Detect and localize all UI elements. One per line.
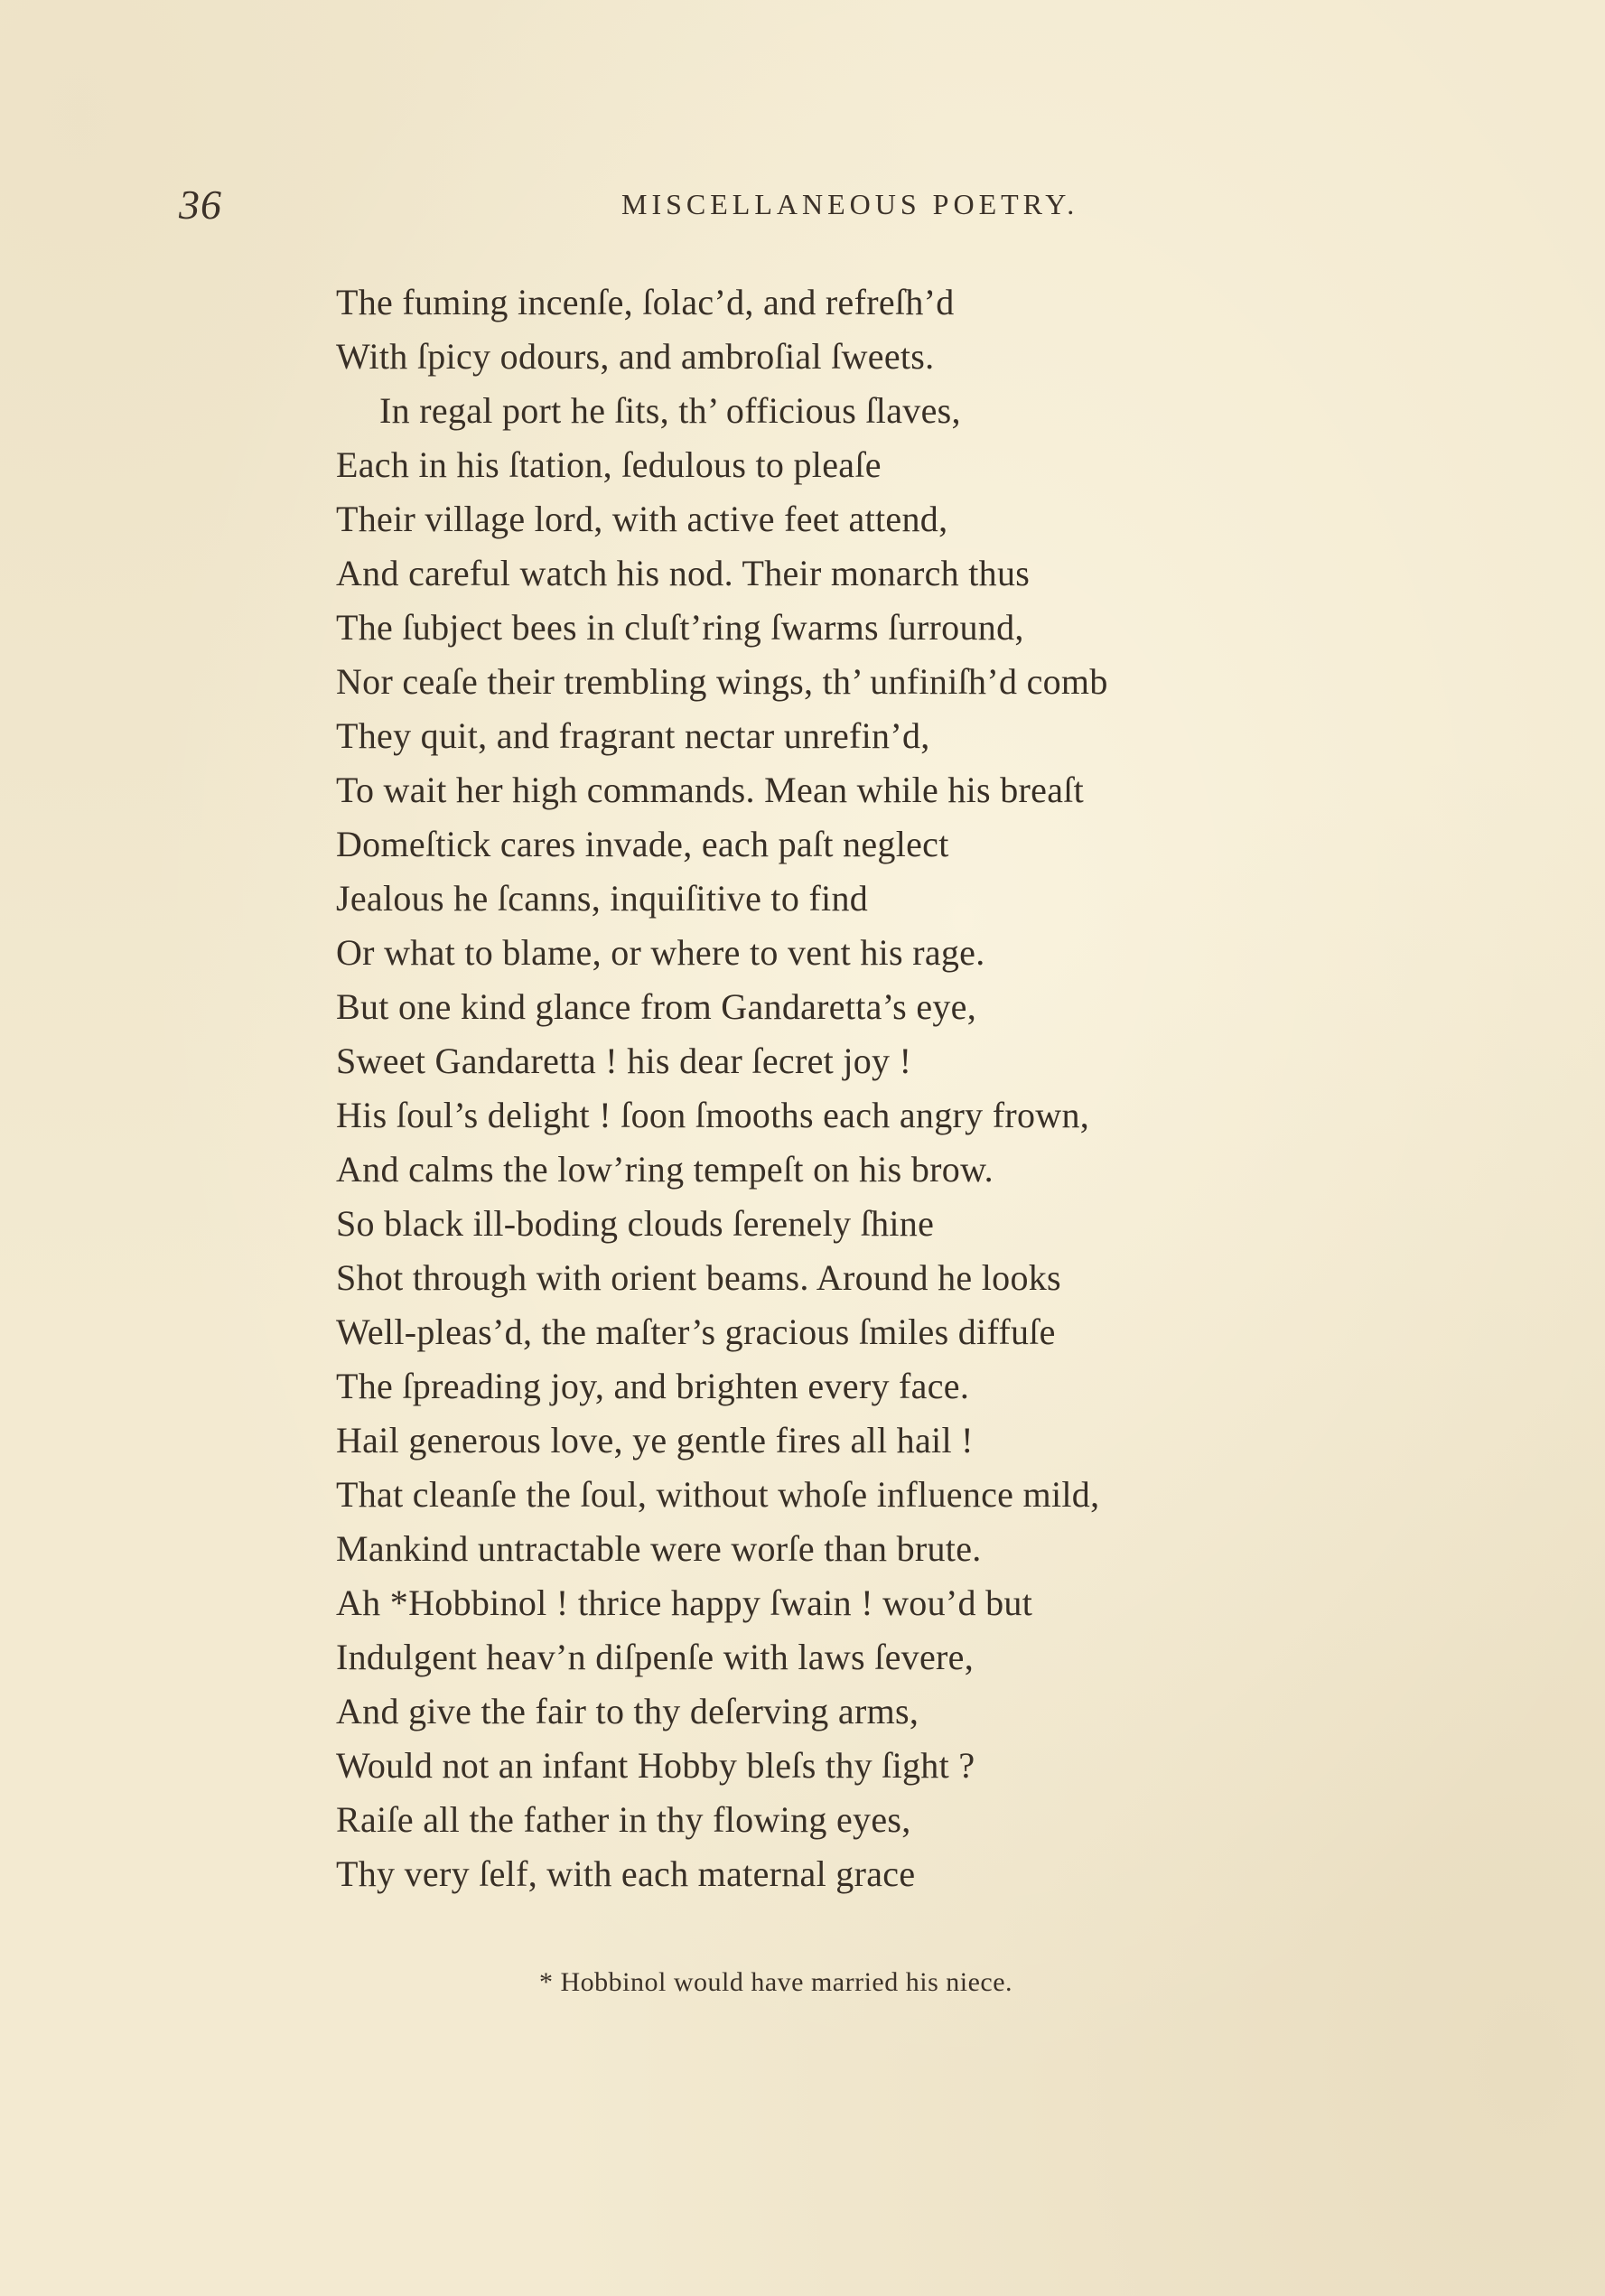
- poem-line: Thy very ſelf, with each maternal grace: [336, 1853, 916, 1894]
- poem-line: Well-pleas’d, the maſter’s gracious ſmiles diffuſe: [336, 1311, 1056, 1352]
- poem-line: Would not an infant Hobby bleſs thy ſight ?: [336, 1745, 975, 1786]
- poem-text: [336, 275, 1366, 1901]
- poem-line: That cleanſe the ſoul, without whoſe influence mild,: [336, 1474, 1100, 1515]
- poem-line: Shot through with orient beams. Around he looks: [336, 1257, 1061, 1298]
- footnote: * Hobbinol would have married his niece.: [539, 1967, 1013, 1997]
- poem-line: Nor ceaſe their trembling wings, th’ unfiniſh’d comb: [336, 661, 1108, 702]
- poem-line: To wait her high commands. Mean while his breaſt: [336, 770, 1085, 810]
- poem-line: The fuming incenſe, ſolac’d, and refreſh’d: [336, 282, 955, 322]
- poem-line: Raiſe all the father in thy flowing eyes,: [336, 1799, 911, 1840]
- running-head: MISCELLANEOUS POETRY.: [621, 188, 1079, 220]
- poem-line: And calms the low’ring tempeſt on his brow.: [336, 1149, 994, 1190]
- poem-line: Each in his ſtation, ſedulous to pleaſe: [336, 444, 882, 485]
- poem-line: With ſpicy odours, and ambroſial ſweets.: [336, 336, 935, 377]
- page-number: 36: [179, 182, 222, 228]
- poem-line: Jealous he ſcanns, inquiſitive to find: [336, 878, 869, 919]
- poem-line: Mankind untractable were worſe than brute.: [336, 1528, 982, 1569]
- poem-line: And careful watch his nod. Their monarch thus: [336, 553, 1031, 593]
- poem-line: Sweet Gandaretta ! his dear ſecret joy !: [336, 1041, 912, 1081]
- poem-line: They quit, and fragrant nectar unrefin’d,: [336, 715, 930, 756]
- poem-line: The ſpreading joy, and brighten every face.: [336, 1366, 970, 1406]
- poem-line: Indulgent heav’n diſpenſe with laws ſevere,: [336, 1637, 975, 1677]
- poem-line: Hail generous love, ye gentle fires all hail !: [336, 1420, 974, 1461]
- poem-line: So black ill-boding clouds ſerenely ſhine: [336, 1203, 935, 1244]
- poem-line: The ſubject bees in cluſt’ring ſwarms ſurround,: [336, 607, 1024, 648]
- poem-line: Domeſtick cares invade, each paſt neglect: [336, 824, 949, 864]
- poem-line: In regal port he ſits, th’ officious ſlaves,: [379, 390, 961, 431]
- poem-line: Or what to blame, or where to vent his rage.: [336, 932, 985, 973]
- poem-line: But one kind glance from Gandaretta’s eye,: [336, 986, 977, 1027]
- poem-line: Ah *Hobbinol ! thrice happy ſwain ! wou’d but: [336, 1582, 1033, 1623]
- poem-line: And give the fair to thy deſerving arms,: [336, 1691, 919, 1731]
- poem-line: Their village lord, with active feet attend,: [336, 499, 948, 539]
- poem-line: His ſoul’s delight ! ſoon ſmooths each angry frown,: [336, 1095, 1090, 1135]
